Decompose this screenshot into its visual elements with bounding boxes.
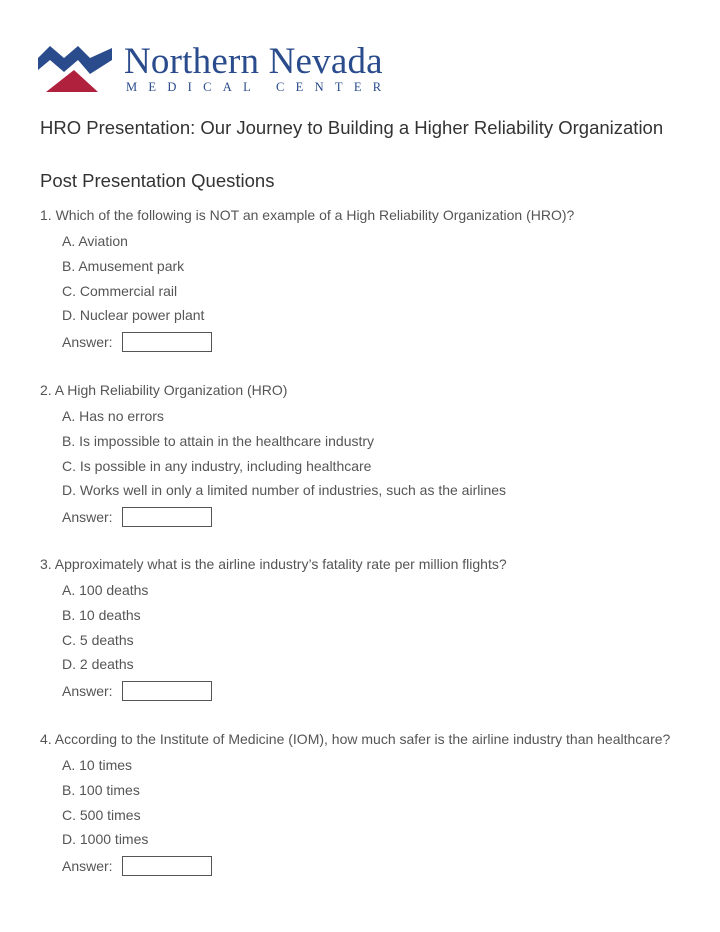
option-d: D. Works well in only a limited number of industries, such as the airlines <box>62 482 507 499</box>
option-d: D. 2 deaths <box>62 656 134 673</box>
answer-row <box>62 856 700 876</box>
logo-name: Northern Nevada <box>124 41 383 82</box>
option-b: B. Is impossible to attain in the healthcare industry <box>62 432 375 449</box>
option-b: B. 10 deaths <box>62 606 141 623</box>
question-text: 2. A High Reliability Organization (HRO) <box>40 382 288 398</box>
option-b: B. 100 times <box>62 781 140 798</box>
answer-input-2[interactable] <box>122 507 212 527</box>
option-c: C. Is possible in any industry, including healthcare <box>62 457 372 474</box>
mountain-logo-icon <box>38 46 112 94</box>
answer-label: Answer: <box>62 858 113 875</box>
answer-input-4[interactable] <box>122 856 212 876</box>
question-text: 4. According to the Institute of Medicine (IOM), how much safer is the airline industry than healthcare? <box>40 731 671 747</box>
option-a: A. Aviation <box>62 233 128 249</box>
answer-input-1[interactable] <box>122 332 212 352</box>
answer-label: Answer: <box>62 683 113 700</box>
section-title: Post Presentation Questions <box>40 170 275 191</box>
answer-label: Answer: <box>62 509 113 526</box>
option-d: D. Nuclear power plant <box>62 307 205 324</box>
question-2 <box>40 380 700 527</box>
options-list <box>40 404 700 503</box>
option-c: C. 5 deaths <box>62 631 134 648</box>
options-list <box>40 578 700 677</box>
nnmc-logo <box>38 40 393 98</box>
question-text: 1. Which of the following is NOT an example of a High Reliability Organization (HRO)? <box>40 207 575 223</box>
answer-row <box>62 507 700 527</box>
option-a: A. 10 times <box>62 757 133 773</box>
answer-row <box>62 332 700 352</box>
question-4 <box>40 729 700 876</box>
option-a: A. Has no errors <box>62 408 164 424</box>
option-a: A. 100 deaths <box>62 582 149 598</box>
options-list <box>40 229 700 328</box>
options-list <box>40 753 700 852</box>
option-c: C. 500 times <box>62 806 141 823</box>
question-3 <box>40 554 700 701</box>
question-text: 3. Approximately what is the airline industry’s fatality rate per million flights? <box>40 556 507 572</box>
answer-row <box>62 681 700 701</box>
option-b: B. Amusement park <box>62 257 185 274</box>
answer-label: Answer: <box>62 334 113 351</box>
option-c: C. Commercial rail <box>62 282 178 299</box>
option-d: D. 1000 times <box>62 831 149 848</box>
question-1 <box>40 205 700 352</box>
document-title: HRO Presentation: Our Journey to Building a Higher Reliability Organization <box>40 117 664 138</box>
answer-input-3[interactable] <box>122 681 212 701</box>
logo-subtitle: MEDICAL CENTER <box>126 80 393 94</box>
